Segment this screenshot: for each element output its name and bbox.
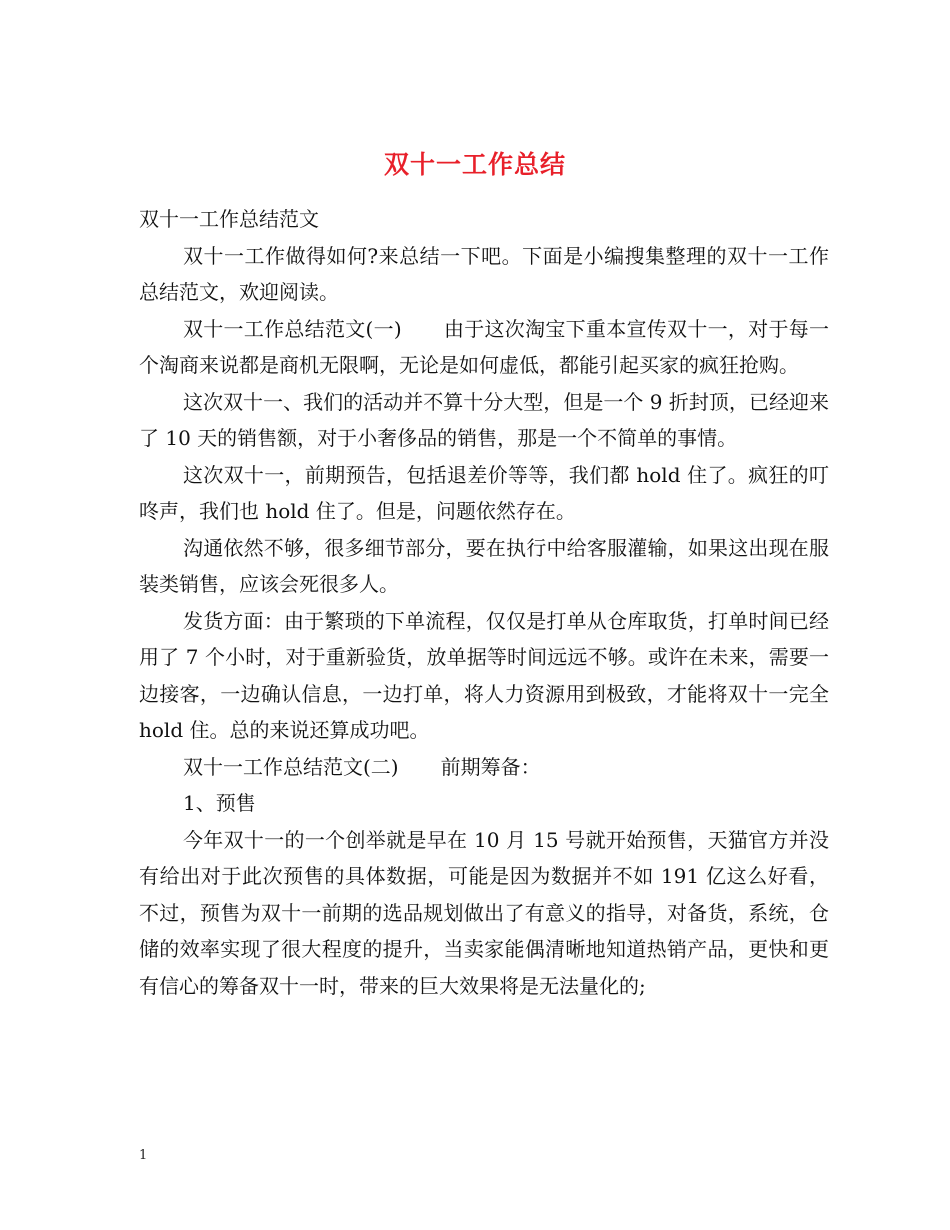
preview-paragraph: 这次双十一，前期预告，包括退差价等等，我们都 hold 住了。疯狂的叮咚声，我们也 hold 住了。但是，问题依然存在。: [139, 462, 829, 523]
section-one-paragraph: [139, 311, 829, 384]
shipping-paragraph: 发货方面：由于繁琐的下单流程，仅仅是打单从仓库取货，打单时间已经用了 7 个小时，对于重新验货，放单据等时间远远不够。或许在未来，需要一边接客，一边确认信息，一边打单，将人力资源用到极致，才能将双十一完全 hold 住。总的来说还算成功吧。: [139, 608, 829, 742]
document-body: [139, 201, 829, 1004]
document-title: 双十一工作总结: [383, 149, 566, 179]
section-two-text: 前期筹备：: [440, 754, 541, 779]
section-one-text: 由于这次淘宝下重本宣传双十一，对于每一个淘商来说都是商机无限啊，无论是如何虚低，都能引起买家的疯狂抢购。: [139, 316, 830, 377]
intro-paragraph: 双十一工作做得如何?来总结一下吧。下面是小编搜集整理的双十一工作总结范文，欢迎阅读。: [139, 243, 829, 304]
section-two-paragraph: [139, 749, 829, 786]
presale-paragraph: 今年双十一的一个创举就是早在 10 月 15 号就开始预售，天猫官方并没有给出对于此次预售的具体数据，可能是因为数据并不如 191 亿这么好看，不过，预售为双十一前期的选品规划做出了有意义的指导，对备货，系统，仓储的效率实现了很大程度的提升，当卖家能偶清晰地知道热销产品，更快和更有信心的筹备双十一时，带来的巨大效果将是无法量化的;: [139, 827, 829, 998]
communication-paragraph: 沟通依然不够，很多细节部分，要在执行中给客服灌输，如果这出现在服装类销售，应该会死很多人。: [139, 535, 829, 596]
page-number: 1: [139, 1148, 148, 1163]
document-subtitle: 双十一工作总结范文: [139, 207, 319, 231]
section-two-heading: 双十一工作总结范文(二): [183, 754, 399, 779]
presale-heading: 1、预售: [183, 791, 256, 815]
section-one-heading: 双十一工作总结范文(一): [183, 316, 402, 341]
activity-paragraph: 这次双十一、我们的活动并不算十分大型，但是一个 9 折封顶，已经迎来了 10 天的销售额，对于小奢侈品的销售，那是一个不简单的事情。: [139, 389, 829, 450]
